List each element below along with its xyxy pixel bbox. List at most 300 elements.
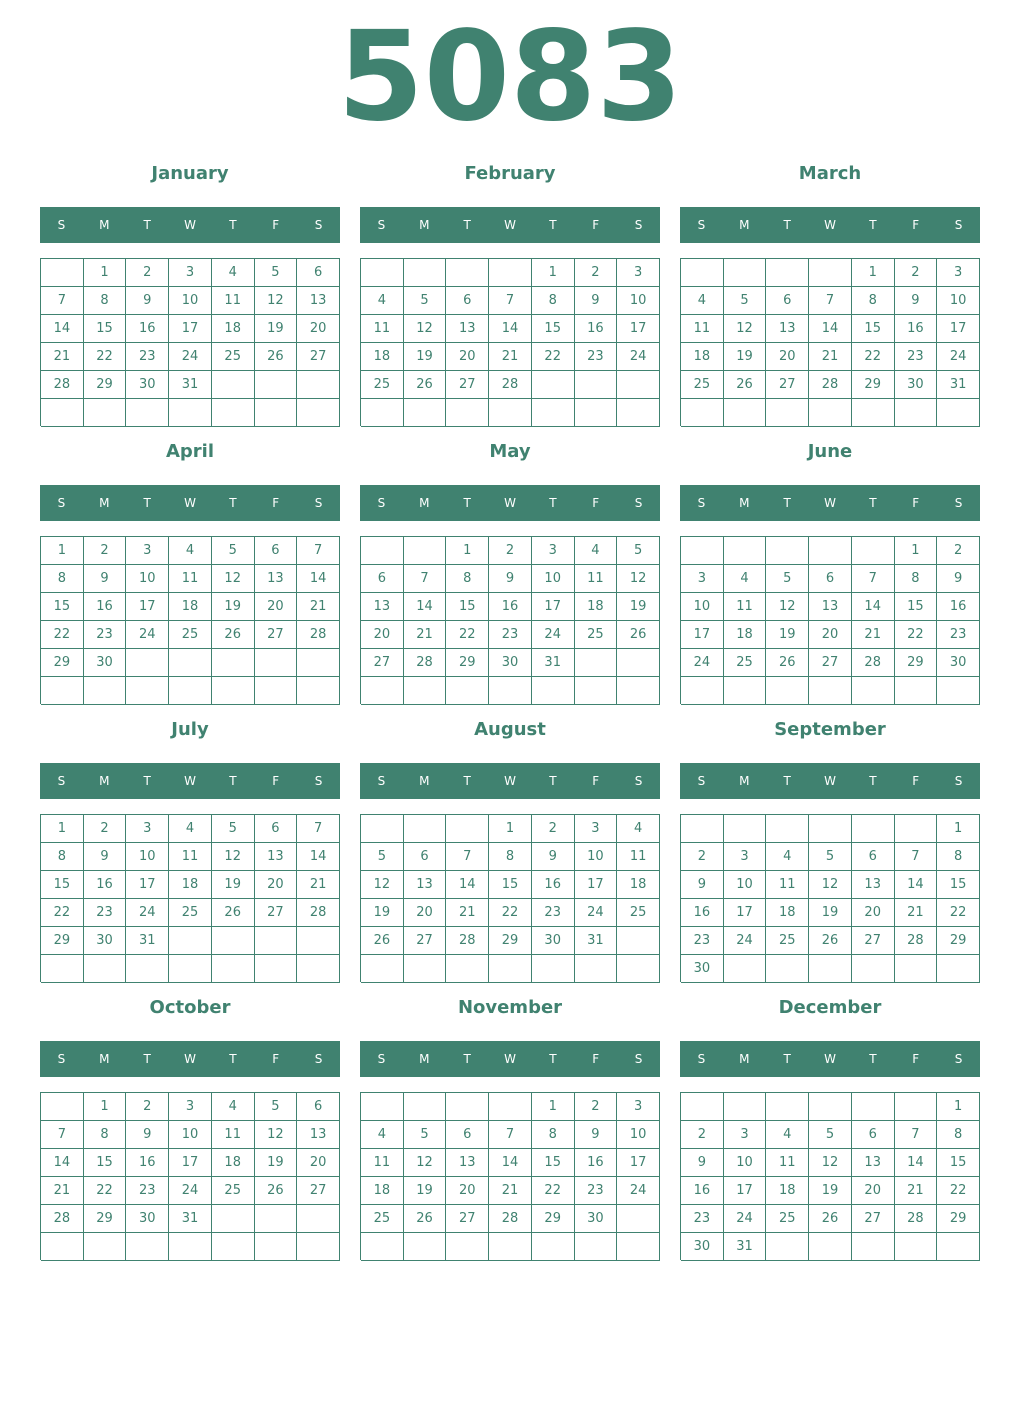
day-cell: 30 [895, 371, 938, 399]
empty-day-cell [169, 399, 212, 427]
day-cell: 4 [681, 287, 724, 315]
empty-day-cell [489, 677, 532, 705]
day-cell: 11 [361, 1149, 404, 1177]
day-cell: 3 [724, 843, 767, 871]
day-cell: 26 [255, 1177, 298, 1205]
weekday-label: S [634, 1052, 643, 1066]
empty-day-cell [361, 1093, 404, 1121]
day-cell: 2 [681, 843, 724, 871]
day-cell: 2 [489, 537, 532, 565]
empty-day-cell [489, 259, 532, 287]
empty-day-cell [41, 1093, 84, 1121]
day-cell: 24 [724, 927, 767, 955]
day-grid [40, 814, 340, 982]
day-cell: 18 [361, 1177, 404, 1205]
day-cell: 22 [41, 899, 84, 927]
day-cell: 28 [41, 1205, 84, 1233]
day-cell: 4 [361, 287, 404, 315]
day-cell: 3 [617, 259, 660, 287]
day-cell: 8 [41, 843, 84, 871]
day-cell: 14 [809, 315, 852, 343]
weekday-label: F [912, 1052, 920, 1066]
weekday-label: W [184, 218, 196, 232]
empty-day-cell [169, 649, 212, 677]
day-cell: 8 [852, 287, 895, 315]
day-cell: 13 [766, 315, 809, 343]
day-cell: 19 [809, 1177, 852, 1205]
day-cell: 5 [809, 843, 852, 871]
weekday-header [360, 1041, 660, 1077]
day-cell: 8 [532, 1121, 575, 1149]
day-cell: 25 [617, 899, 660, 927]
weekday-label: F [592, 218, 600, 232]
day-cell: 24 [169, 343, 212, 371]
weekday-label: S [57, 774, 66, 788]
weekday-label: W [824, 496, 836, 510]
day-cell: 11 [575, 565, 618, 593]
day-cell: 10 [169, 1121, 212, 1149]
day-cell: 20 [404, 899, 447, 927]
weekday-header [360, 763, 660, 799]
empty-day-cell [532, 1233, 575, 1261]
empty-day-cell [724, 399, 767, 427]
day-cell: 27 [852, 927, 895, 955]
day-cell: 15 [532, 1149, 575, 1177]
day-cell: 16 [681, 1177, 724, 1205]
day-cell: 31 [724, 1233, 767, 1261]
day-cell: 11 [212, 287, 255, 315]
empty-day-cell [575, 399, 618, 427]
day-cell: 26 [255, 343, 298, 371]
day-cell: 14 [852, 593, 895, 621]
weekday-header [680, 485, 980, 521]
day-cell: 6 [809, 565, 852, 593]
weekday-header [40, 763, 340, 799]
empty-day-cell [41, 259, 84, 287]
weekday-label: W [504, 496, 516, 510]
day-cell: 4 [169, 537, 212, 565]
day-cell: 9 [681, 1149, 724, 1177]
day-cell: 1 [937, 1093, 980, 1121]
day-cell: 29 [41, 927, 84, 955]
day-cell: 13 [809, 593, 852, 621]
day-cell: 29 [489, 927, 532, 955]
month-title: February [464, 163, 556, 184]
weekday-header [40, 1041, 340, 1077]
day-cell: 30 [126, 1205, 169, 1233]
weekday-header [40, 207, 340, 243]
weekday-label: W [824, 774, 836, 788]
empty-day-cell [617, 399, 660, 427]
day-cell: 15 [446, 593, 489, 621]
day-cell: 28 [297, 621, 340, 649]
day-cell: 1 [937, 815, 980, 843]
day-cell: 7 [297, 815, 340, 843]
empty-day-cell [681, 1093, 724, 1121]
empty-day-cell [809, 955, 852, 983]
empty-day-cell [126, 955, 169, 983]
weekday-label: M [419, 774, 430, 788]
weekday-label: T [783, 774, 791, 788]
day-cell: 19 [212, 871, 255, 899]
day-cell: 7 [404, 565, 447, 593]
weekday-label: S [57, 218, 66, 232]
day-cell: 9 [84, 565, 127, 593]
weekday-label: M [739, 1052, 750, 1066]
day-cell: 2 [84, 815, 127, 843]
day-cell: 6 [404, 843, 447, 871]
day-grid [680, 1092, 980, 1260]
weekday-label: S [314, 218, 323, 232]
day-cell: 27 [809, 649, 852, 677]
day-cell: 22 [446, 621, 489, 649]
month-title: May [489, 441, 531, 462]
day-cell: 21 [809, 343, 852, 371]
day-cell: 30 [126, 371, 169, 399]
empty-day-cell [724, 259, 767, 287]
day-cell: 22 [852, 343, 895, 371]
weekday-label: F [912, 496, 920, 510]
day-cell: 30 [681, 1233, 724, 1261]
day-cell: 24 [169, 1177, 212, 1205]
empty-day-cell [617, 677, 660, 705]
day-cell: 27 [297, 343, 340, 371]
empty-day-cell [809, 677, 852, 705]
day-cell: 6 [446, 287, 489, 315]
empty-day-cell [809, 259, 852, 287]
day-cell: 22 [41, 621, 84, 649]
empty-day-cell [617, 955, 660, 983]
weekday-label: W [184, 1052, 196, 1066]
day-cell: 3 [126, 815, 169, 843]
empty-day-cell [404, 537, 447, 565]
day-cell: 7 [489, 1121, 532, 1149]
day-cell: 15 [937, 1149, 980, 1177]
day-cell: 5 [404, 1121, 447, 1149]
day-grid [40, 536, 340, 704]
day-cell: 7 [446, 843, 489, 871]
month-title: July [171, 719, 209, 740]
day-cell: 19 [361, 899, 404, 927]
empty-day-cell [212, 1233, 255, 1261]
day-cell: 18 [617, 871, 660, 899]
day-cell: 22 [937, 899, 980, 927]
day-cell: 20 [809, 621, 852, 649]
empty-day-cell [766, 955, 809, 983]
empty-day-cell [446, 259, 489, 287]
empty-day-cell [41, 955, 84, 983]
day-cell: 25 [212, 1177, 255, 1205]
day-cell: 8 [446, 565, 489, 593]
empty-day-cell [895, 399, 938, 427]
day-cell: 1 [446, 537, 489, 565]
day-cell: 10 [617, 287, 660, 315]
empty-day-cell [404, 677, 447, 705]
day-cell: 2 [937, 537, 980, 565]
day-cell: 17 [126, 871, 169, 899]
weekday-label: F [912, 774, 920, 788]
day-cell: 4 [169, 815, 212, 843]
day-cell: 3 [169, 259, 212, 287]
day-cell: 3 [126, 537, 169, 565]
empty-day-cell [255, 371, 298, 399]
weekday-label: F [592, 1052, 600, 1066]
day-cell: 5 [809, 1121, 852, 1149]
day-cell: 28 [489, 1205, 532, 1233]
day-cell: 16 [532, 871, 575, 899]
weekday-label: S [954, 496, 963, 510]
day-cell: 8 [84, 287, 127, 315]
weekday-label: W [504, 1052, 516, 1066]
day-cell: 12 [212, 843, 255, 871]
day-cell: 20 [255, 871, 298, 899]
weekday-header [360, 485, 660, 521]
day-cell: 23 [126, 1177, 169, 1205]
weekday-label: S [954, 1052, 963, 1066]
empty-day-cell [297, 1233, 340, 1261]
month-title: April [165, 441, 215, 462]
empty-day-cell [255, 927, 298, 955]
empty-day-cell [766, 1093, 809, 1121]
day-cell: 20 [852, 899, 895, 927]
day-cell: 3 [575, 815, 618, 843]
empty-day-cell [404, 399, 447, 427]
day-cell: 6 [361, 565, 404, 593]
day-cell: 11 [724, 593, 767, 621]
empty-day-cell [297, 955, 340, 983]
empty-day-cell [724, 815, 767, 843]
day-cell: 5 [212, 537, 255, 565]
day-cell: 7 [41, 287, 84, 315]
empty-day-cell [852, 955, 895, 983]
empty-day-cell [361, 815, 404, 843]
day-cell: 22 [489, 899, 532, 927]
day-cell: 15 [937, 871, 980, 899]
day-cell: 11 [212, 1121, 255, 1149]
day-cell: 20 [446, 343, 489, 371]
day-cell: 12 [809, 1149, 852, 1177]
day-cell: 22 [895, 621, 938, 649]
day-cell: 30 [84, 649, 127, 677]
day-cell: 8 [41, 565, 84, 593]
day-cell: 9 [575, 1121, 618, 1149]
empty-day-cell [169, 677, 212, 705]
weekday-label: T [783, 1052, 791, 1066]
weekday-header [680, 763, 980, 799]
empty-day-cell [404, 955, 447, 983]
empty-day-cell [766, 399, 809, 427]
day-cell: 1 [895, 537, 938, 565]
day-cell: 1 [41, 815, 84, 843]
day-cell: 25 [766, 1205, 809, 1233]
day-cell: 10 [681, 593, 724, 621]
weekday-label: S [697, 496, 706, 510]
day-cell: 14 [489, 315, 532, 343]
day-cell: 31 [126, 927, 169, 955]
empty-day-cell [575, 677, 618, 705]
empty-day-cell [895, 955, 938, 983]
day-cell: 29 [84, 1205, 127, 1233]
day-cell: 11 [361, 315, 404, 343]
empty-day-cell [724, 1093, 767, 1121]
empty-day-cell [126, 649, 169, 677]
day-cell: 19 [766, 621, 809, 649]
day-cell: 17 [617, 1149, 660, 1177]
empty-day-cell [617, 927, 660, 955]
day-cell: 17 [681, 621, 724, 649]
weekday-label: T [463, 496, 471, 510]
empty-day-cell [681, 399, 724, 427]
day-cell: 21 [297, 871, 340, 899]
day-cell: 19 [617, 593, 660, 621]
day-cell: 30 [681, 955, 724, 983]
empty-day-cell [575, 649, 618, 677]
weekday-label: M [99, 1052, 110, 1066]
weekday-label: T [143, 1052, 151, 1066]
empty-day-cell [41, 677, 84, 705]
empty-day-cell [532, 955, 575, 983]
day-cell: 24 [617, 1177, 660, 1205]
weekday-label: F [272, 496, 280, 510]
day-cell: 28 [446, 927, 489, 955]
day-cell: 5 [255, 1093, 298, 1121]
weekday-label: W [824, 1052, 836, 1066]
day-cell: 30 [937, 649, 980, 677]
weekday-label: F [592, 496, 600, 510]
empty-day-cell [766, 677, 809, 705]
day-cell: 7 [895, 1121, 938, 1149]
day-cell: 9 [84, 843, 127, 871]
day-cell: 21 [489, 1177, 532, 1205]
weekday-label: F [272, 1052, 280, 1066]
empty-day-cell [575, 371, 618, 399]
day-cell: 4 [617, 815, 660, 843]
day-cell: 27 [255, 621, 298, 649]
day-cell: 13 [255, 843, 298, 871]
empty-day-cell [404, 1233, 447, 1261]
empty-day-cell [852, 815, 895, 843]
day-cell: 17 [937, 315, 980, 343]
day-cell: 20 [297, 315, 340, 343]
empty-day-cell [489, 1093, 532, 1121]
day-cell: 23 [126, 343, 169, 371]
empty-day-cell [681, 815, 724, 843]
day-cell: 7 [809, 287, 852, 315]
day-cell: 7 [41, 1121, 84, 1149]
day-grid [680, 536, 980, 704]
empty-day-cell [212, 649, 255, 677]
day-cell: 17 [724, 1177, 767, 1205]
day-grid [360, 536, 660, 704]
day-cell: 6 [852, 1121, 895, 1149]
day-cell: 14 [446, 871, 489, 899]
empty-day-cell [255, 649, 298, 677]
day-cell: 5 [404, 287, 447, 315]
weekday-label: W [504, 218, 516, 232]
day-cell: 20 [255, 593, 298, 621]
day-cell: 22 [532, 1177, 575, 1205]
weekday-label: S [377, 774, 386, 788]
day-cell: 25 [361, 371, 404, 399]
day-cell: 21 [895, 899, 938, 927]
day-cell: 16 [575, 315, 618, 343]
empty-day-cell [937, 1233, 980, 1261]
weekday-header [680, 1041, 980, 1077]
day-cell: 10 [937, 287, 980, 315]
empty-day-cell [446, 1093, 489, 1121]
weekday-label: S [954, 774, 963, 788]
weekday-label: T [229, 496, 237, 510]
weekday-label: S [57, 1052, 66, 1066]
day-cell: 14 [895, 1149, 938, 1177]
day-cell: 21 [404, 621, 447, 649]
empty-day-cell [724, 955, 767, 983]
day-cell: 26 [404, 371, 447, 399]
day-cell: 2 [681, 1121, 724, 1149]
day-cell: 30 [84, 927, 127, 955]
empty-day-cell [169, 1233, 212, 1261]
day-cell: 18 [724, 621, 767, 649]
empty-day-cell [895, 1233, 938, 1261]
empty-day-cell [361, 537, 404, 565]
day-cell: 3 [617, 1093, 660, 1121]
weekday-label: T [229, 774, 237, 788]
day-cell: 6 [297, 259, 340, 287]
day-cell: 14 [41, 1149, 84, 1177]
day-cell: 9 [937, 565, 980, 593]
day-cell: 15 [84, 1149, 127, 1177]
day-cell: 22 [84, 1177, 127, 1205]
year-title: 5083 [337, 5, 683, 149]
day-cell: 23 [532, 899, 575, 927]
day-cell: 23 [84, 899, 127, 927]
day-cell: 25 [212, 343, 255, 371]
day-cell: 24 [126, 899, 169, 927]
empty-day-cell [766, 815, 809, 843]
empty-day-cell [297, 371, 340, 399]
empty-day-cell [681, 677, 724, 705]
empty-day-cell [255, 399, 298, 427]
weekday-label: M [99, 218, 110, 232]
empty-day-cell [255, 955, 298, 983]
weekday-label: S [954, 218, 963, 232]
day-cell: 27 [255, 899, 298, 927]
day-cell: 10 [724, 1149, 767, 1177]
month-title: November [457, 997, 563, 1018]
empty-day-cell [617, 1205, 660, 1233]
weekday-label: T [229, 218, 237, 232]
weekday-label: M [739, 774, 750, 788]
day-cell: 4 [212, 1093, 255, 1121]
day-cell: 15 [489, 871, 532, 899]
day-cell: 1 [532, 1093, 575, 1121]
day-cell: 31 [169, 371, 212, 399]
weekday-header [40, 485, 340, 521]
day-cell: 6 [255, 537, 298, 565]
weekday-label: T [869, 496, 877, 510]
day-cell: 10 [724, 871, 767, 899]
empty-day-cell [212, 677, 255, 705]
empty-day-cell [297, 649, 340, 677]
day-cell: 17 [169, 315, 212, 343]
day-cell: 9 [489, 565, 532, 593]
day-cell: 18 [361, 343, 404, 371]
day-cell: 24 [575, 899, 618, 927]
empty-day-cell [361, 399, 404, 427]
day-cell: 28 [297, 899, 340, 927]
weekday-label: F [272, 218, 280, 232]
day-cell: 25 [681, 371, 724, 399]
